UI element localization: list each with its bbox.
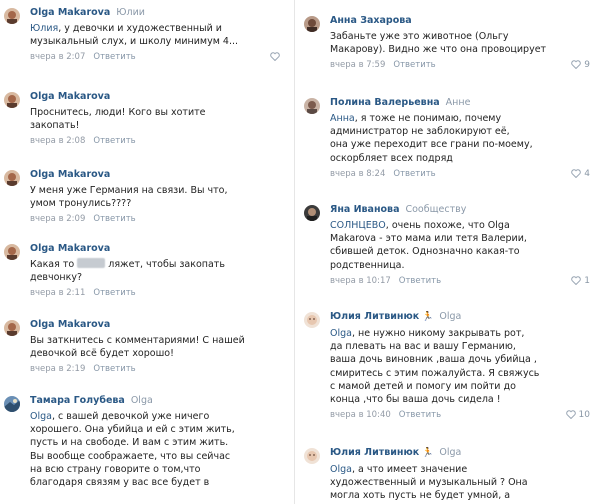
mention-link[interactable]: Юлия <box>30 23 59 34</box>
reply-button[interactable]: Ответить <box>93 214 136 225</box>
comment-time[interactable]: вчера в 10:40 <box>330 410 391 421</box>
blurred-word <box>77 258 105 268</box>
comment-text: У меня уже Германия на связи. Вы что, умом тронулись???? <box>30 185 228 210</box>
comment-author[interactable]: Olga Makarova <box>30 91 111 102</box>
reply-button[interactable]: Ответить <box>93 52 136 63</box>
reply-button[interactable]: Ответить <box>398 410 442 421</box>
avatar[interactable] <box>4 170 20 186</box>
reply-button[interactable]: Ответить <box>93 288 136 299</box>
reply-to-label[interactable]: Olga <box>439 311 462 322</box>
comment-time[interactable]: вчера в 2:07 <box>30 52 86 63</box>
comment-text: Юлия, у девочки и художественный и музыкальный слух, и школу минимум 4... <box>30 23 239 48</box>
mention-link[interactable]: Olga <box>330 464 352 475</box>
like-count: 9 <box>584 60 590 71</box>
comment-text: Анна, я тоже не понимаю, почему администратор не заблокируют её, она уже переходит все грани по-моему, оскорбляет всех подряд <box>330 113 533 164</box>
comment-text: Вы заткнитесь с комментариями! С нашей девочкой всё будет хорошо! <box>30 335 245 360</box>
mention-link[interactable]: Анна <box>330 113 355 124</box>
comment-time[interactable]: вчера в 2:09 <box>30 214 86 225</box>
comment-time[interactable]: вчера в 2:08 <box>30 136 86 147</box>
comment-author[interactable]: Яна Иванова <box>330 204 400 215</box>
avatar[interactable] <box>304 16 320 32</box>
comment-text: Olga, не нужно никому закрывать рот, да плевать на вас и вашу Германию, ваша дочь виновник ,ваша дочь убийца , смиритесь с этим пожалуйста. Я свяжусь с мамой детей и помогу им пойти до конца ,что бы ваша дочь сидела ! <box>330 328 540 406</box>
like-button[interactable] <box>270 51 280 63</box>
avatar[interactable] <box>4 396 20 412</box>
heart-icon <box>571 276 581 285</box>
heart-icon <box>571 169 581 178</box>
heart-icon <box>571 60 581 69</box>
avatar[interactable] <box>4 92 20 108</box>
comment-author[interactable]: Полина Валерьевна <box>330 97 440 108</box>
comment-author[interactable]: Olga Makarova <box>30 7 111 18</box>
like-count: 1 <box>584 275 590 286</box>
comment-author[interactable]: Анна Захарова <box>330 15 412 26</box>
comment-author[interactable]: Olga Makarova <box>30 243 111 254</box>
comment-author[interactable]: Юлия Литвинюк <box>330 447 420 458</box>
like-button[interactable] <box>571 59 590 71</box>
column-divider <box>294 0 295 504</box>
comment-text: СОЛНЦЕВО, очень похоже, что Olga Makarova - это мама или тетя Валерии, сбившей деток. Однозначно какая-то родственница. <box>330 220 527 271</box>
reply-button[interactable]: Ответить <box>93 136 136 147</box>
reply-to-label[interactable]: Olga <box>439 447 462 458</box>
reply-to-label[interactable]: Анне <box>445 97 471 108</box>
mention-link[interactable]: СОЛНЦЕВО <box>330 220 386 231</box>
right-comment-column <box>300 0 600 504</box>
avatar[interactable] <box>304 98 320 114</box>
comment-text: Проснитесь, люди! Кого вы хотите закопать! <box>30 107 206 132</box>
avatar[interactable] <box>304 312 320 328</box>
reply-button[interactable]: Ответить <box>393 60 436 71</box>
left-comment-column <box>0 0 290 504</box>
comment-author[interactable]: Olga Makarova <box>30 319 111 330</box>
like-button[interactable] <box>571 168 590 180</box>
runner-emoji-icon: 🏃 <box>422 312 434 322</box>
comment-author[interactable]: Тамара Голубева <box>30 395 125 406</box>
comment-time[interactable]: вчера в 2:11 <box>30 288 86 299</box>
avatar[interactable] <box>4 8 20 24</box>
heart-icon <box>566 410 576 419</box>
heart-icon <box>270 52 280 61</box>
reply-button[interactable]: Ответить <box>398 275 442 286</box>
runner-emoji-icon: 🏃 <box>422 448 434 458</box>
reply-to-label[interactable]: Olga <box>130 395 153 406</box>
comment-text: Olga, с вашей девочкой уже ничего хорошего. Она убийца и ей с этим жить, пусть и на свободе. И вам с этим жить. Вы вообще соображаете, что вы сейчас на всю страну говорите о том,что благодаря связям у вас все будет в <box>30 411 235 489</box>
comment-text: Забаньте уже это животное (Ольгу Макарову). Видно же что она провоцирует <box>330 31 547 56</box>
comment-text: Какая то ляжет, чтобы закопать девчонку? <box>30 259 225 284</box>
like-button[interactable] <box>566 409 590 421</box>
comment-time[interactable]: вчера в 8:24 <box>330 168 386 179</box>
reply-to-label[interactable]: Сообществу <box>405 204 467 215</box>
like-count: 10 <box>578 410 590 421</box>
comment-time[interactable]: вчера в 2:19 <box>30 364 86 375</box>
avatar[interactable] <box>4 320 20 336</box>
reply-button[interactable]: Ответить <box>93 364 136 375</box>
like-button[interactable] <box>571 275 590 287</box>
mention-link[interactable]: Olga <box>30 411 52 422</box>
avatar[interactable] <box>4 244 20 260</box>
comment-time[interactable]: вчера в 7:59 <box>330 60 386 71</box>
reply-to-label[interactable]: Юлии <box>116 7 145 18</box>
mention-link[interactable]: Olga <box>330 328 352 339</box>
comment-author[interactable]: Юлия Литвинюк <box>330 311 420 322</box>
comment-author[interactable]: Olga Makarova <box>30 169 111 180</box>
comment-time[interactable]: вчера в 10:17 <box>330 275 391 286</box>
comment-text: Olga, а что имеет значение художественный и музыкальный ? Она могла хоть пусть не будет умной, а <box>330 464 528 502</box>
like-count: 4 <box>584 168 590 179</box>
avatar[interactable] <box>304 448 320 464</box>
reply-button[interactable]: Ответить <box>393 168 436 179</box>
avatar[interactable] <box>304 205 320 221</box>
